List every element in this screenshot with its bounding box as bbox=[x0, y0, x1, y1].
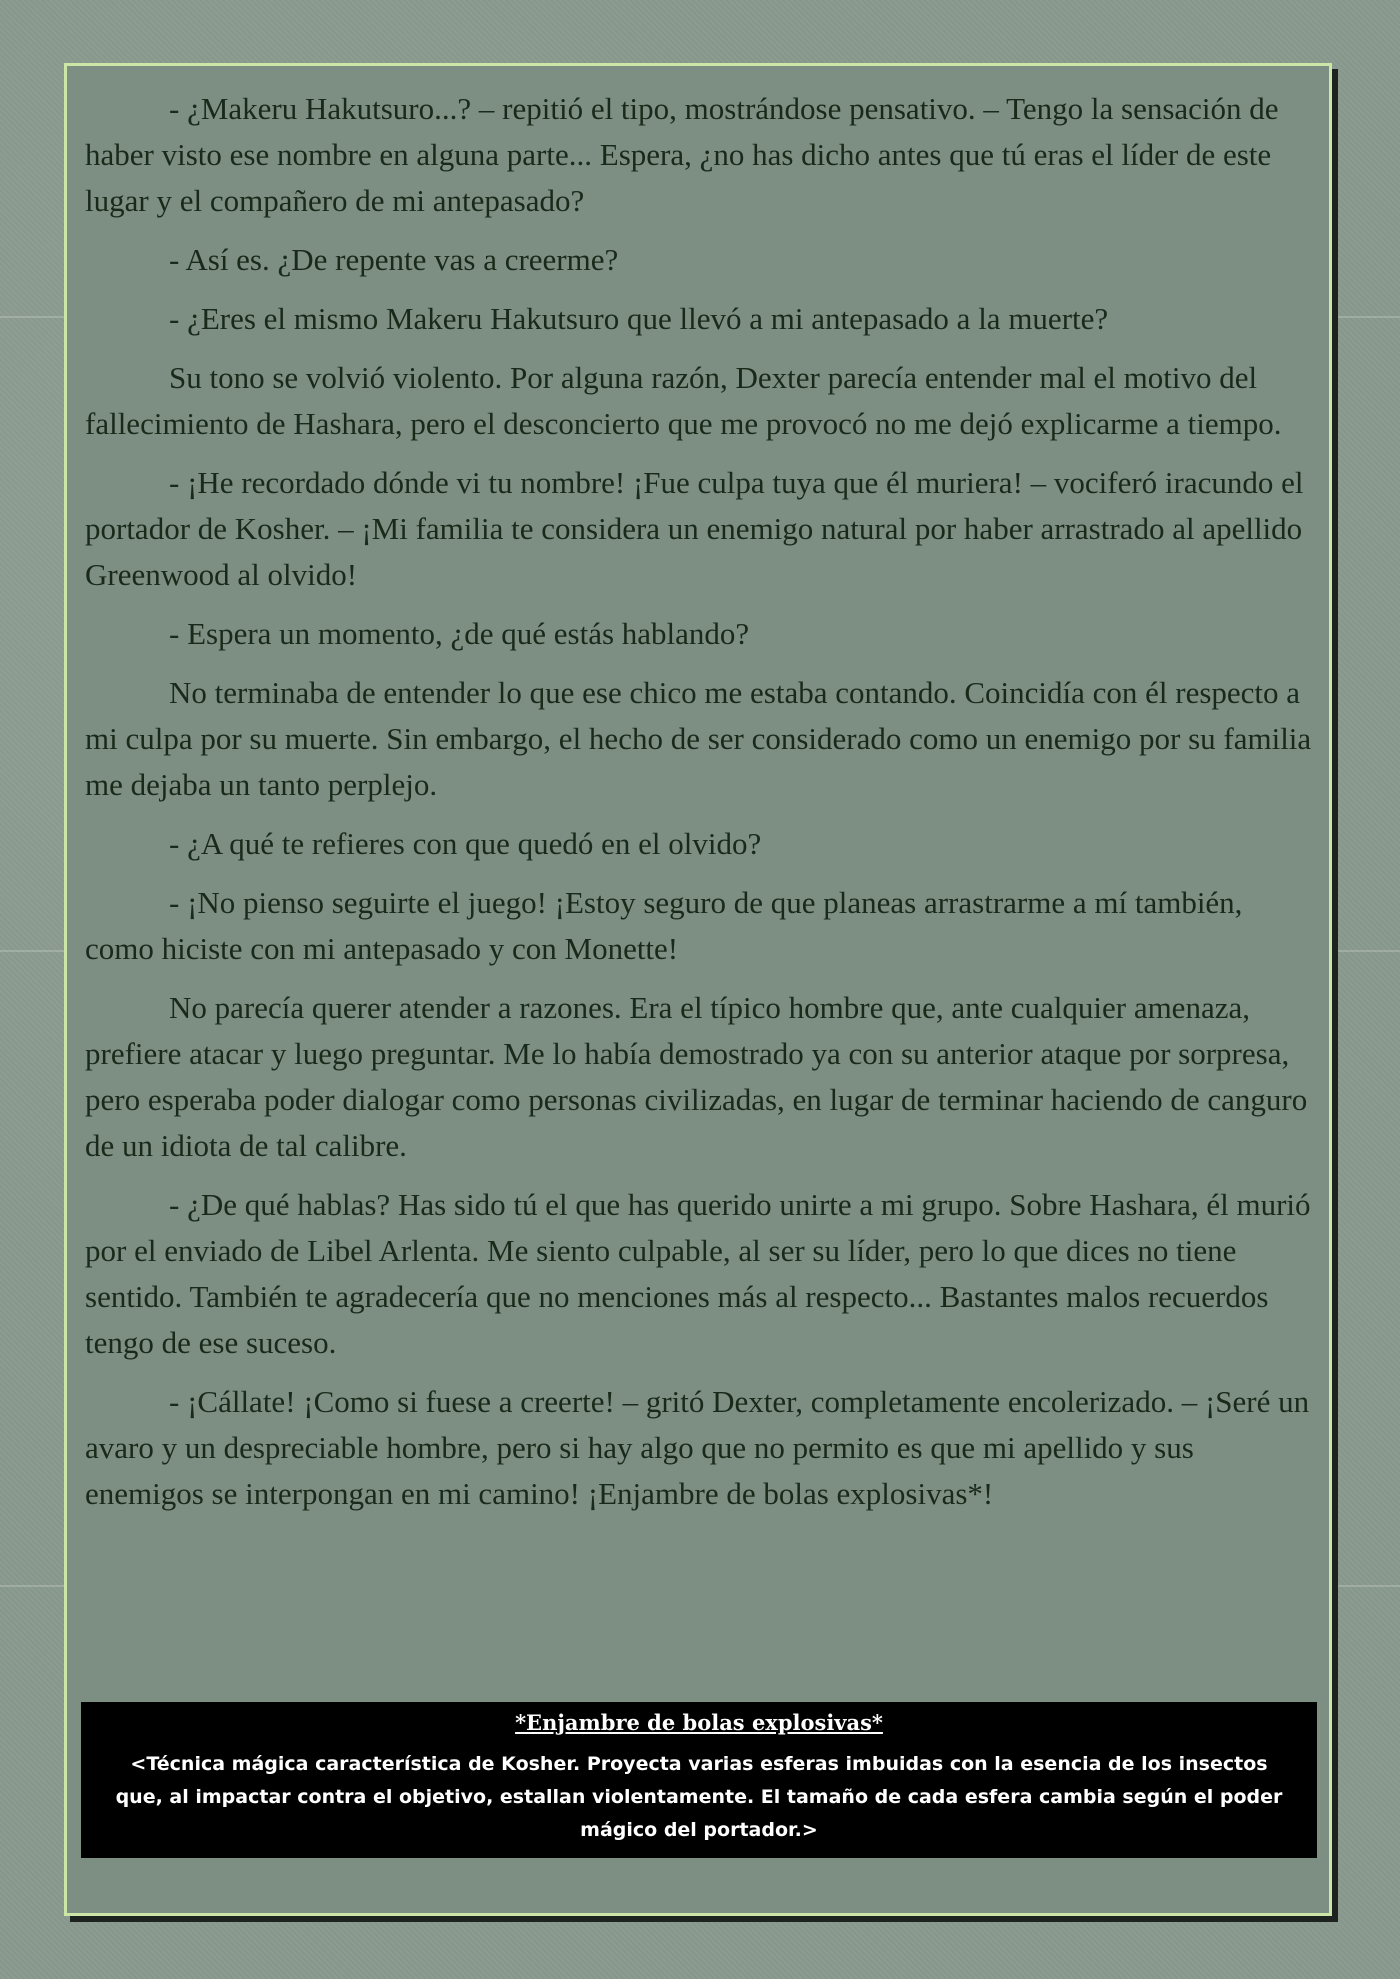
paragraph: - ¿De qué hablas? Has sido tú el que has querido unirte a mi grupo. Sobre Hashara, él murió por el enviado de Libel Arlenta. Me siento culpable, al ser su líder, pero lo que dices no tiene sentido. También te agradecería que no menciones más al respecto... Bastantes malos recuerdos tengo de ese suceso. bbox=[85, 1187, 1311, 1360]
book-page bbox=[64, 63, 1332, 1916]
paragraph: - ¡Cállate! ¡Como si fuese a creerte! – gritó Dexter, completamente encolerizado. – ¡Seré un avaro y un despreciable hombre, pero si hay algo que no permito es que mi apellido y sus enemigos se interpongan en mi camino! ¡Enjambre de bolas explosivas*! bbox=[85, 1384, 1310, 1511]
footnote-title: *Enjambre de bolas explosivas* bbox=[515, 1710, 883, 1735]
paragraph: - ¿Eres el mismo Makeru Hakutsuro que llevó a mi antepasado a la muerte? bbox=[169, 301, 1109, 336]
paragraph: - Así es. ¿De repente vas a creerme? bbox=[169, 242, 619, 277]
footnote-box bbox=[81, 1702, 1317, 1858]
paragraph: No parecía querer atender a razones. Era el típico hombre que, ante cualquier amenaza, prefiere atacar y luego preguntar. Me lo había demostrado ya con su anterior ataque por sorpresa, pero esperaba poder dialogar como personas civilizadas, en lugar de terminar haciendo de canguro de un idiota de tal calibre. bbox=[85, 990, 1308, 1163]
paragraph: Su tono se volvió violento. Por alguna razón, Dexter parecía entender mal el motivo del fallecimiento de Hashara, pero el desconcierto que me provocó no me dejó explicarme a tiempo. bbox=[85, 360, 1282, 441]
paragraph: No terminaba de entender lo que ese chico me estaba contando. Coincidía con él respecto a mi culpa por su muerte. Sin embargo, el hecho de ser considerado como un enemigo por su familia me dejaba un tanto perplejo. bbox=[85, 675, 1312, 802]
footnote-body: <Técnica mágica característica de Kosher. Proyecta varias esferas imbuidas con la esencia de los insectos que, al impactar contra el objetivo, estallan violentamente. El tamaño de cada esfera cambia según el poder mágico del portador.> bbox=[115, 1753, 1283, 1841]
paragraph: - ¿A qué te refieres con que quedó en el olvido? bbox=[169, 826, 762, 861]
paragraph: - ¡No pienso seguirte el juego! ¡Estoy seguro de que planeas arrastrarme a mí también, como hiciste con mi antepasado y con Monette! bbox=[85, 885, 1243, 966]
story-text bbox=[85, 86, 1315, 1530]
paragraph: - Espera un momento, ¿de qué estás hablando? bbox=[169, 616, 750, 651]
paragraph: - ¡He recordado dónde vi tu nombre! ¡Fue culpa tuya que él muriera! – vociferó iracundo el portador de Kosher. – ¡Mi familia te considera un enemigo natural por haber arrastrado al apellido Greenwood al olvido! bbox=[85, 465, 1304, 592]
paragraph: - ¿Makeru Hakutsuro...? – repitió el tipo, mostrándose pensativo. – Tengo la sensación de haber visto ese nombre en alguna parte... Espera, ¿no has dicho antes que tú eras el líder de este lugar y el compañero de mi antepasado? bbox=[85, 91, 1279, 218]
